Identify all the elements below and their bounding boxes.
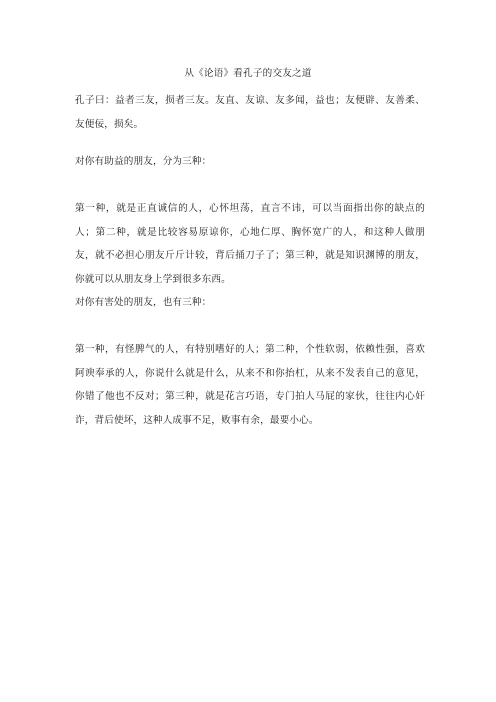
- paragraph-harmful-friends: 第一种，有怪脾气的人，有特别嗜好的人；第二种，个性软弱，依赖性强，喜欢阿谀奉承的人，你说什么就是什么，从来不和你抬杠，从来不发表自己的意见，你错了他也不反对；第三种，就是花言巧语，专门拍人马屁的家伙，往往内心奸诈，背后使坏，这种人成事不足，败事有余，最要小心。: [75, 344, 425, 426]
- paragraph-quote: 孔子曰：益者三友，损者三友。友直、友谅、友多闻，益也；友便辟、友善柔、友便佞，损矣。: [75, 95, 425, 130]
- paragraph-harmful-heading: 对你有害处的朋友，也有三种：: [75, 297, 212, 308]
- document-title: 从《论语》看孔子的交友之道: [184, 68, 312, 79]
- paragraph-beneficial-friends: 第一种，就是正直诚信的人，心怀坦荡，直言不讳，可以当面指出你的缺点的人；第二种，就是比较容易原谅你，心地仁厚、胸怀宽广的人，和这种人做朋友，就不必担心朋友斤斤计较，背后捅刀子了；第三种，就是知识渊博的朋友，你就可以从朋友身上学到很多东西。: [75, 203, 425, 285]
- paragraph-beneficial-heading: 对你有助益的朋友，分为三种：: [75, 156, 212, 167]
